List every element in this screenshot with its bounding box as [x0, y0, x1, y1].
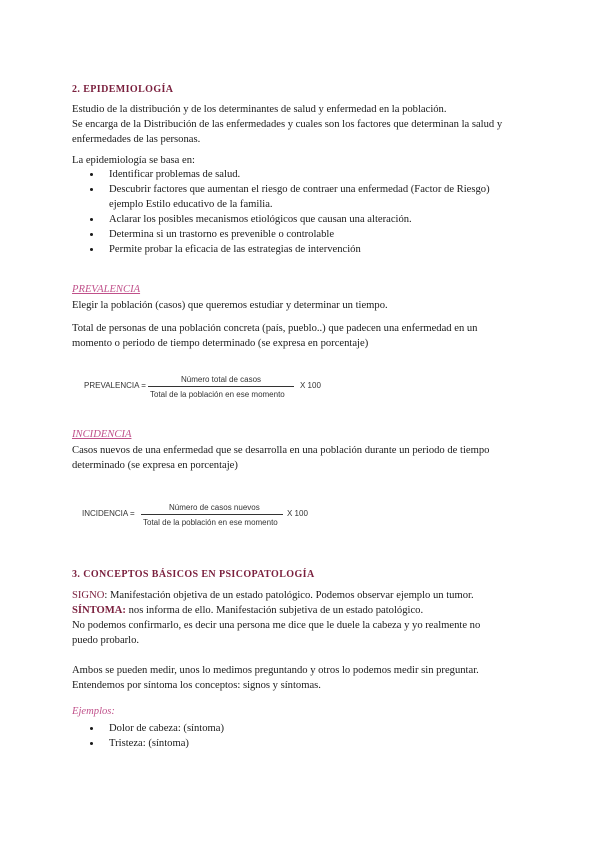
paragraph-line: No podemos confirmarlo, es decir una persona me dice que le duele la cabeza y yo realmente no [72, 620, 481, 631]
paragraph-line: Entendemos por síntoma los conceptos: signos y síntomas. [72, 680, 321, 691]
list-item: Aclarar los posibles mecanismos etiológicos que causan una alteración. [90, 212, 490, 227]
bullet-icon [90, 188, 93, 191]
paragraph-line: Casos nuevos de una enfermedad que se desarrolla en una población durante un periodo de tiempo [72, 445, 490, 456]
fraction-bar [148, 386, 294, 387]
paragraph-line: puedo probarlo. [72, 635, 140, 646]
examples-list [90, 721, 224, 751]
list-item: Identificar problemas de salud. [90, 167, 490, 182]
bullet-icon [90, 233, 93, 236]
paragraph-line: determinado (se expresa en porcentaje) [72, 460, 238, 471]
sintoma-line [72, 603, 423, 618]
incidencia-label: INCIDENCIA [72, 429, 132, 440]
epidemiology-bullet-list [90, 167, 490, 257]
paragraph-line: Elegir la población (casos) que queremos estudiar y determinar un tiempo. [72, 300, 388, 311]
list-item: Descubrir factores que aumentan el riesgo de contraer una enfermedad (Factor de Riesgo) [90, 182, 490, 197]
examples-label: Ejemplos: [72, 706, 115, 717]
paragraph-line: Total de personas de una población concreta (país, pueblo..) que padecen una enfermedad en un [72, 323, 478, 334]
list-item: Permite probar la eficacia de las estrategias de intervención [90, 242, 490, 257]
paragraph-line: Se encarga de la Distribución de las enfermedades y cuales son los factores que determinan la salud y [72, 119, 503, 130]
section-heading-epidemiologia: 2. EPIDEMIOLOGÍA [72, 84, 174, 95]
formula-name: INCIDENCIA = [82, 509, 135, 518]
sintoma-definition: nos informa de ello. Manifestación subjetiva de un estado patológico. [125, 605, 424, 616]
prevalencia-label: PREVALENCIA [72, 284, 141, 295]
formula-denominator: Total de la población en ese momento [143, 518, 278, 527]
bullet-icon [90, 173, 93, 176]
bullet-icon [90, 248, 93, 251]
section-heading-conceptos: 3. CONCEPTOS BÁSICOS EN PSICOPATOLOGÍA [72, 569, 315, 580]
list-item: Determina si un trastorno es prevenible o controlable [90, 227, 490, 242]
list-item: Tristeza: (síntoma) [90, 736, 224, 751]
formula-denominator: Total de la población en ese momento [150, 390, 285, 399]
formula-factor: X 100 [287, 509, 308, 518]
list-item-continuation: ejemplo Estilo educativo de la familia. [109, 199, 273, 210]
paragraph-line: Estudio de la distribución y de los determinantes de salud y enfermedad en la población. [72, 104, 447, 115]
bullet-icon [90, 218, 93, 221]
formula-factor: X 100 [300, 381, 321, 390]
formula-numerator: Número total de casos [181, 375, 262, 384]
paragraph-line: Ambos se pueden medir, unos lo medimos preguntando y otros lo podemos medir sin preguntar. [72, 665, 479, 676]
signo-definition: : Manifestación objetiva de un estado patológico. Podemos observar ejemplo un tumor. [104, 590, 474, 601]
fraction-bar [141, 514, 283, 515]
formula-numerator: Número de casos nuevos [169, 503, 260, 512]
formula-name: PREVALENCIA = [84, 381, 146, 390]
list-intro: La epidemiología se basa en: [72, 155, 195, 166]
list-item: Dolor de cabeza: (síntoma) [90, 721, 224, 736]
paragraph-line: enfermedades de las personas. [72, 134, 201, 145]
signo-line [72, 588, 474, 603]
sintoma-term: SÍNTOMA: [72, 605, 126, 616]
paragraph-line: momento o periodo de tiempo determinado (se expresa en porcentaje) [72, 338, 369, 349]
bullet-icon [90, 742, 93, 745]
signo-term: SIGNO [72, 590, 105, 601]
bullet-icon [90, 727, 93, 730]
